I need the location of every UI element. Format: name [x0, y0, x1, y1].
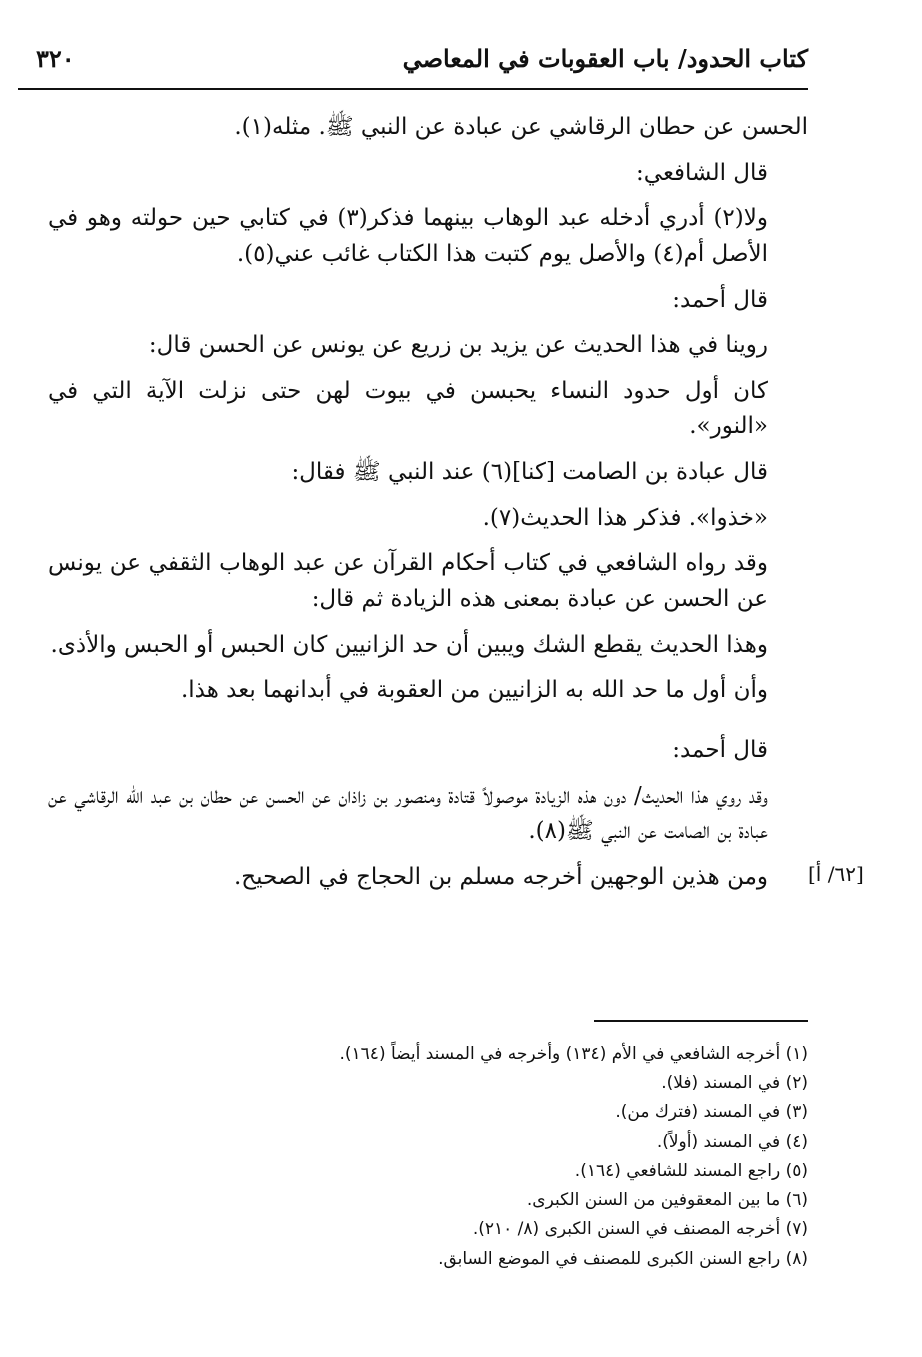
paragraph: قال عبادة بن الصامت [كنا](٦) عند النبي ﷺ فقال: [291, 459, 768, 486]
paragraph: ولا(٢) أدري أدخله عبد الوهاب بينهما فذكر(٣) في كتابي حين حولته وهو في الأصل أم(٤) والأصل يوم كتبت هذا الكتاب غائب عني(٥). [48, 205, 768, 267]
paragraph: قال الشافعي: [636, 159, 768, 186]
spacer [48, 719, 808, 733]
footnote: (٢) في المسند (فلا). [661, 1073, 808, 1094]
footnote: (٤) في المسند (أولاً). [656, 1131, 808, 1152]
paragraph: كان أول حدود النساء يحبسن في بيوت لهن حتى نزلت الآية التي في «النور». [48, 377, 768, 440]
paragraph: قال أحمد: [672, 736, 768, 763]
running-title: كتاب الحدود/ باب العقوبات في المعاصي [402, 44, 808, 73]
paragraph: وقد روي هذا الحديث/ دون هذه الزيادة موصولاً قتادة ومنصور بن زاذان عن الحسن عن حطان بن عبد الله الرقاشي عن عبادة بن الصامت عن النبي ﷺ(٨). [48, 782, 768, 845]
paragraph: وهذا الحديث يقطع الشك ويبين أن حد الزانيين كان الحبس أو الحبس والأذى. [50, 631, 768, 658]
footnote-divider [594, 1020, 808, 1022]
footnotes [108, 1040, 808, 1274]
footnote: (٥) راجع المسند للشافعي (١٦٤). [574, 1160, 808, 1181]
footnote: (٧) أخرجه المصنف في السنن الكبرى (٨/ ٢١٠). [472, 1219, 808, 1240]
footnote: (٨) راجع السنن الكبرى للمصنف في الموضع السابق. [438, 1248, 808, 1269]
footnote: (١) أخرجه الشافعي في الأم (١٣٤) وأخرجه في المسند أيضاً (١٦٤). [339, 1044, 808, 1064]
main-text [48, 110, 808, 906]
footnote: (٦) ما بين المعقوفين من السنن الكبرى. [526, 1190, 808, 1211]
page-number: ٣٢٠ [36, 44, 75, 73]
paragraph: الحسن عن حطان الرقاشي عن عبادة عن النبي ﷺ. مثله(١). [234, 114, 808, 140]
paragraph: وقد رواه الشافعي في كتاب أحكام القرآن عن عبد الوهاب الثقفي عن يونس عن الحسن عن عبادة بمعنى هذه الزيادة ثم قال: [48, 550, 768, 613]
paragraph: وأن أول ما حد الله به الزانيين من العقوبة في أبدانهما بعد هذا. [180, 677, 768, 704]
paragraph: روينا في هذا الحديث عن يزيد بن زريع عن يونس عن الحسن قال: [148, 332, 768, 359]
manuscript-folio-note: [٦٢/ أ] [808, 862, 864, 886]
footnote: (٣) في المسند (فترك من). [615, 1102, 808, 1123]
paragraph: ومن هذين الوجهين أخرجه مسلم بن الحجاج في الصحيح. [234, 863, 768, 890]
paragraph: «خذوا». فذكر هذا الحديث(٧). [482, 504, 768, 531]
paragraph: قال أحمد: [672, 286, 768, 313]
page-header [18, 38, 808, 90]
